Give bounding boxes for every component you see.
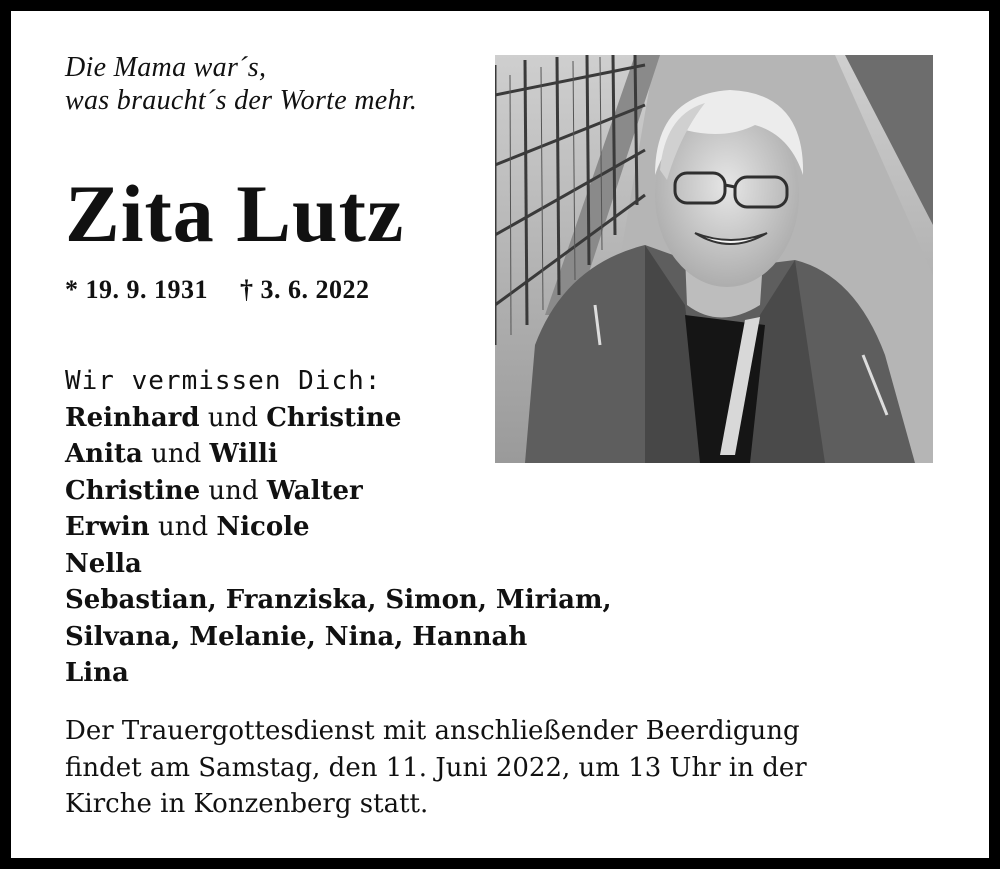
- mourners-list: [65, 363, 612, 692]
- life-dates: [65, 273, 370, 307]
- connector-word: und: [207, 402, 258, 433]
- epigraph-quote: [65, 51, 417, 117]
- mourner-couple: [65, 509, 612, 546]
- mourner-name: Anita: [65, 439, 143, 469]
- mourner-name: Willi: [209, 439, 278, 469]
- deceased-name: Zita Lutz: [65, 168, 405, 259]
- mourner-names: Silvana, Melanie, Nina, Hannah: [65, 621, 528, 652]
- death-date: † 3. 6. 2022: [240, 275, 370, 304]
- obituary-notice: [11, 11, 989, 858]
- mourner-name: Reinhard: [65, 402, 200, 433]
- funeral-service-info: [65, 713, 807, 823]
- mourner-couple: [65, 436, 612, 473]
- connector-word: und: [208, 475, 259, 506]
- mourner-names: Lina: [65, 658, 129, 688]
- mourner-name: Erwin: [65, 512, 150, 542]
- mourner-line: [65, 619, 612, 656]
- mourner-name: Walter: [266, 475, 363, 506]
- mourner-name: Christine: [65, 475, 201, 506]
- mourner-names: Sebastian, Franziska, Simon, Miriam,: [65, 585, 612, 615]
- mourner-couple: [65, 473, 612, 510]
- quote-line: was braucht´s der Worte mehr.: [65, 85, 418, 116]
- service-line: Der Trauergottesdienst mit anschließender Beerdigung: [65, 716, 800, 746]
- service-line: Kirche in Konzenberg statt.: [65, 789, 429, 819]
- connector-word: und: [151, 439, 202, 469]
- birth-date: * 19. 9. 1931: [65, 275, 208, 304]
- mourner-couple: [65, 400, 612, 437]
- mourner-names: Nella: [65, 548, 142, 579]
- quote-line: Die Mama war´s,: [65, 52, 267, 83]
- mourner-name: Christine: [266, 402, 402, 433]
- service-line: findet am Samstag, den 11. Juni 2022, um 13 Uhr in der: [65, 752, 807, 783]
- mourner-line: [65, 582, 612, 619]
- mourners-intro: Wir vermissen Dich:: [65, 366, 382, 396]
- mourner-name: Nicole: [216, 512, 310, 542]
- mourner-line: [65, 655, 612, 692]
- mourner-line: [65, 546, 612, 583]
- connector-word: und: [157, 512, 209, 542]
